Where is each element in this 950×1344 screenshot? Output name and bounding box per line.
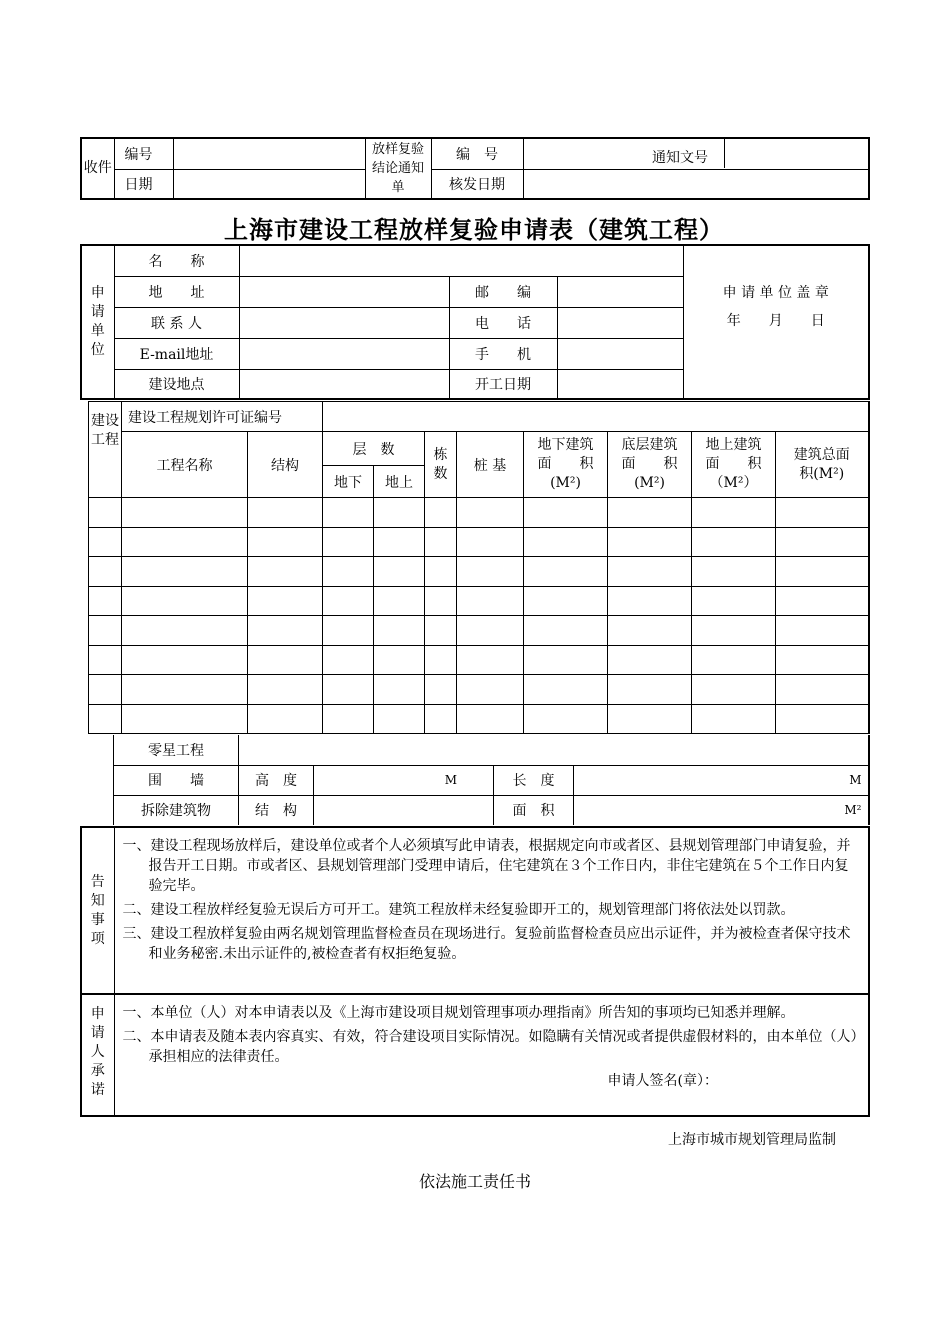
doc-number-divider <box>724 137 725 168</box>
demolish-structure-field[interactable] <box>314 795 494 825</box>
table-cell[interactable] <box>122 645 248 675</box>
table-cell[interactable] <box>425 704 457 734</box>
table-cell[interactable] <box>457 645 524 675</box>
length-label: 长 度 <box>494 765 574 795</box>
seal-date: 年 月 日 <box>726 313 825 329</box>
postcode-field[interactable] <box>557 276 683 307</box>
site-field[interactable] <box>239 369 449 399</box>
table-cell[interactable] <box>692 645 776 675</box>
notice-doc-number-cell[interactable] <box>716 138 869 169</box>
receipt-number-label: 编号 <box>114 138 173 169</box>
table-cell[interactable] <box>692 586 776 616</box>
table-cell[interactable] <box>776 557 869 587</box>
notice-number-label: 编 号 <box>431 138 523 169</box>
table-cell[interactable] <box>524 498 608 528</box>
table-row <box>89 527 869 557</box>
table-cell[interactable] <box>524 616 608 646</box>
table-cell[interactable] <box>89 557 122 587</box>
table-cell[interactable] <box>89 498 122 528</box>
table-cell[interactable] <box>122 616 248 646</box>
area-field[interactable] <box>574 795 869 825</box>
table-cell[interactable] <box>692 498 776 528</box>
table-row <box>89 704 869 734</box>
table-cell[interactable] <box>524 527 608 557</box>
table-cell[interactable] <box>425 527 457 557</box>
table-cell[interactable] <box>524 675 608 705</box>
notice-title-label: 放样复验结论通知单 <box>365 138 431 199</box>
table-cell[interactable] <box>122 675 248 705</box>
table-cell[interactable] <box>457 616 524 646</box>
table-row <box>89 675 869 705</box>
table-cell[interactable] <box>608 527 692 557</box>
applicant-side-label: 申请单位 <box>81 245 114 399</box>
table-cell[interactable] <box>122 527 248 557</box>
table-cell[interactable] <box>323 586 374 616</box>
receipt-date-label: 日期 <box>114 169 173 199</box>
table-cell[interactable] <box>457 527 524 557</box>
table-cell[interactable] <box>457 675 524 705</box>
table-cell[interactable] <box>374 675 425 705</box>
project-table <box>88 401 870 734</box>
permit-label: 建设工程规划许可证编号 <box>122 402 323 432</box>
issue-date-field[interactable] <box>523 169 869 199</box>
mobile-field[interactable] <box>557 338 683 369</box>
phone-label: 电 话 <box>449 307 557 338</box>
table-cell[interactable] <box>248 498 323 528</box>
table-cell[interactable] <box>457 704 524 734</box>
start-date-label: 开工日期 <box>449 369 557 399</box>
table-cell[interactable] <box>776 586 869 616</box>
table-cell[interactable] <box>89 616 122 646</box>
seal-cell <box>683 245 869 399</box>
table-cell[interactable] <box>248 675 323 705</box>
table-cell[interactable] <box>692 557 776 587</box>
table-row <box>89 616 869 646</box>
table-cell[interactable] <box>122 704 248 734</box>
col-total-area: 建筑总面积(M²) <box>776 432 869 498</box>
table-cell[interactable] <box>692 616 776 646</box>
demolish-label: 拆除建筑物 <box>114 795 239 825</box>
table-row <box>89 645 869 675</box>
table-cell[interactable] <box>122 586 248 616</box>
table-cell[interactable] <box>323 557 374 587</box>
notice-content <box>114 827 869 994</box>
table-cell[interactable] <box>374 586 425 616</box>
promise-item: 一、本单位（人）对本申请表以及《上海市建设项目规划管理事项办理指南》所告知的事项均已知悉并理解。 <box>122 1005 795 1021</box>
receipt-table <box>80 137 870 200</box>
sporadic-label: 零星工程 <box>114 735 239 765</box>
table-cell[interactable] <box>374 616 425 646</box>
table-cell[interactable] <box>323 704 374 734</box>
receipt-date-field[interactable] <box>173 169 365 199</box>
col-above-area: 地上建筑面 积（M²） <box>692 432 776 498</box>
col-buildings: 栋数 <box>425 432 457 498</box>
table-cell[interactable] <box>89 704 122 734</box>
table-cell[interactable] <box>425 498 457 528</box>
signature-label: 申请人签名(章）： <box>607 1073 718 1089</box>
project-rows <box>89 498 869 734</box>
table-cell[interactable] <box>608 557 692 587</box>
sporadic-field[interactable] <box>239 735 869 765</box>
table-row <box>89 557 869 587</box>
start-date-field[interactable] <box>557 369 683 399</box>
col-name: 工程名称 <box>122 432 248 498</box>
table-cell[interactable] <box>524 557 608 587</box>
table-cell[interactable] <box>776 616 869 646</box>
structure-label: 结 构 <box>239 795 314 825</box>
notice-doc-number-label: 通知文号 <box>652 150 708 166</box>
table-cell[interactable] <box>374 704 425 734</box>
table-row <box>89 586 869 616</box>
permit-field[interactable] <box>323 402 869 432</box>
notice-item: 一、建设工程现场放样后，建设单位或者个人必须填写此申请表，根据规定向市或者区、县规划管理部门申请复验，并报告开工日期。市或者区、县规划管理部门受理申请后，住宅建筑在３个工作日内，非住宅建筑在５个工作日内复验完毕。 <box>122 838 851 894</box>
length-unit: M <box>849 773 862 787</box>
height-label: 高 度 <box>239 765 314 795</box>
mobile-label: 手 机 <box>449 338 557 369</box>
promise-item: 二、本申请表及随本表内容真实、有效，符合建设项目实际情况。如隐瞒有关情况或者提供虚假材料的，由本单位（人）承担相应的法律责任。 <box>122 1029 858 1065</box>
table-row <box>89 498 869 528</box>
col-aboveground: 地上 <box>374 466 425 498</box>
next-title: 依法施工责任书 <box>418 1172 531 1191</box>
table-cell[interactable] <box>608 616 692 646</box>
table-cell[interactable] <box>608 586 692 616</box>
notice-item: 二、建设工程放样经复验无误后方可开工。建筑工程放样未经复验即开工的，规划管理部门将依法处以罚款。 <box>122 902 795 918</box>
table-cell[interactable] <box>323 616 374 646</box>
table-cell[interactable] <box>776 704 869 734</box>
address-label: 地 址 <box>114 276 239 307</box>
table-cell[interactable] <box>89 586 122 616</box>
table-cell[interactable] <box>248 645 323 675</box>
height-unit: M <box>444 773 457 787</box>
height-field[interactable] <box>314 765 494 795</box>
table-cell[interactable] <box>776 527 869 557</box>
phone-field[interactable] <box>557 307 683 338</box>
table-cell[interactable] <box>608 645 692 675</box>
length-field[interactable] <box>574 765 869 795</box>
issue-date-label: 核发日期 <box>431 169 523 199</box>
table-cell[interactable] <box>89 675 122 705</box>
table-cell[interactable] <box>89 645 122 675</box>
col-underground-area: 地下建筑面 积(M²) <box>524 432 608 498</box>
promise-content <box>114 994 869 1116</box>
table-cell[interactable] <box>425 616 457 646</box>
table-cell[interactable] <box>122 557 248 587</box>
table-cell[interactable] <box>425 557 457 587</box>
applicant-table <box>80 244 870 400</box>
table-cell[interactable] <box>457 586 524 616</box>
table-cell[interactable] <box>608 704 692 734</box>
table-cell[interactable] <box>425 645 457 675</box>
table-cell[interactable] <box>776 645 869 675</box>
table-cell[interactable] <box>374 527 425 557</box>
email-label: E-mail地址 <box>114 338 239 369</box>
col-piles: 桩 基 <box>457 432 524 498</box>
table-cell[interactable] <box>457 498 524 528</box>
table-cell[interactable] <box>374 645 425 675</box>
address-field[interactable] <box>239 276 449 307</box>
project-side-label: 建设工程 <box>89 402 122 498</box>
table-cell[interactable] <box>323 527 374 557</box>
supervisor-text: 上海市城市规划管理局监制 <box>668 1132 836 1148</box>
col-floors: 层 数 <box>323 432 425 466</box>
table-cell[interactable] <box>248 586 323 616</box>
table-cell[interactable] <box>122 498 248 528</box>
table-cell[interactable] <box>692 675 776 705</box>
seal-label: 申 请 单 位 盖 章 <box>722 285 829 301</box>
contact-field[interactable] <box>239 307 449 338</box>
table-cell[interactable] <box>248 557 323 587</box>
table-cell[interactable] <box>89 527 122 557</box>
table-cell[interactable] <box>776 498 869 528</box>
table-cell[interactable] <box>524 704 608 734</box>
receipt-side-label: 收件 <box>81 138 114 199</box>
table-cell[interactable] <box>323 675 374 705</box>
wall-label: 围 墙 <box>114 765 239 795</box>
site-label: 建设地点 <box>114 369 239 399</box>
postcode-label: 邮 编 <box>449 276 557 307</box>
name-field[interactable] <box>239 245 683 276</box>
table-cell[interactable] <box>248 704 323 734</box>
receipt-number-field[interactable] <box>173 138 365 169</box>
table-cell[interactable] <box>692 704 776 734</box>
email-field[interactable] <box>239 338 449 369</box>
table-cell[interactable] <box>524 645 608 675</box>
notice-table <box>80 826 870 1117</box>
table-cell[interactable] <box>425 675 457 705</box>
misc-table <box>113 735 870 825</box>
table-cell[interactable] <box>608 498 692 528</box>
table-cell[interactable] <box>323 645 374 675</box>
table-cell[interactable] <box>248 616 323 646</box>
table-cell[interactable] <box>776 675 869 705</box>
page-title: 上海市建设工程放样复验申请表（建筑工程） <box>224 216 724 244</box>
table-cell[interactable] <box>323 498 374 528</box>
table-cell[interactable] <box>425 586 457 616</box>
area-label: 面 积 <box>494 795 574 825</box>
notice-item: 三、建设工程放样复验由两名规划管理监督检查员在现场进行。复验前监督检查员应出示证件，并为被检查者保守技术和业务秘密.未出示证件的,被检查者有权拒绝复验。 <box>122 926 851 962</box>
name-label: 名 称 <box>114 245 239 276</box>
table-cell[interactable] <box>608 675 692 705</box>
table-cell[interactable] <box>692 527 776 557</box>
promise-side-label: 申请人承诺 <box>81 994 114 1116</box>
table-cell[interactable] <box>374 557 425 587</box>
notice-side-label: 告知事项 <box>81 827 114 994</box>
col-underground: 地下 <box>323 466 374 498</box>
table-cell[interactable] <box>374 498 425 528</box>
col-structure: 结构 <box>248 432 323 498</box>
table-cell[interactable] <box>248 527 323 557</box>
table-cell[interactable] <box>524 586 608 616</box>
contact-label: 联 系 人 <box>114 307 239 338</box>
area-unit: M² <box>844 803 862 818</box>
col-ground-floor-area: 底层建筑面 积(M²) <box>608 432 692 498</box>
table-cell[interactable] <box>457 557 524 587</box>
